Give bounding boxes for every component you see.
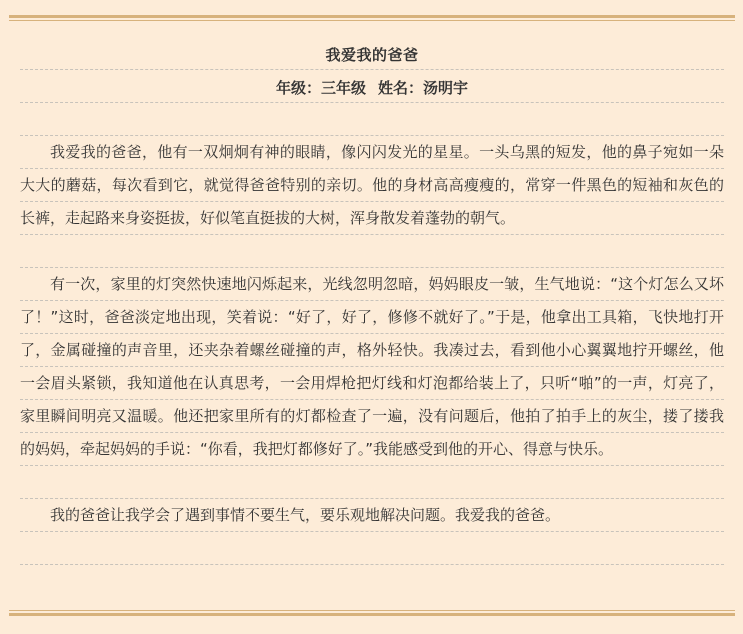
top-border-thin (9, 20, 735, 21)
paragraph-text: 我爱我的爸爸，他有一双炯炯有神的眼睛，像闪闪发光的星星。一头乌黑的短发，他的鼻子宛如一朵大大的蘑菇，每次看到它，就觉得爸爸特别的亲切。他的身材高高瘦瘦的，常穿一件黑色的短袖和灰色的长裤，走起路来身姿挺拔，好似笔直挺拔的大树，浑身散发着蓬勃的朝气。 (20, 143, 724, 227)
top-border-thick (9, 15, 735, 18)
author-info (20, 70, 724, 106)
blank-line (20, 532, 724, 565)
essay-title: 我爱我的爸爸 (325, 46, 419, 64)
blank-line (20, 466, 724, 499)
title-row (20, 37, 724, 70)
essay-paper (20, 37, 724, 565)
bottom-border-thick (9, 613, 735, 616)
paragraph-3 (20, 499, 724, 532)
grade-label: 年级：三年级 (275, 79, 366, 97)
paragraph-1 (20, 136, 724, 235)
paragraph-text: 有一次，家里的灯突然快速地闪烁起来，光线忽明忽暗，妈妈眼皮一皱，生气地说：“这个灯怎么又坏了！”这时，爸爸淡定地出现，笑着说：“好了，好了，修修不就好了。”于是，他拿出工具箱，飞快地打开了，金属碰撞的声音里，还夹杂着螺丝碰撞的声，格外轻快。我凑过去，看到他小心翼翼地拧开螺丝，他一会眉头紧锁，我知道他在认真思考，一会用焊枪把灯线和灯泡都给装上了，只听“啪”的一声，灯亮了，家里瞬间明亮又温暖。他还把家里所有的灯都检查了一遍，没有问题后，他拍了拍手上的灰尘，搂了搂我的妈妈，牵起妈妈的手说：“你看，我把灯都修好了。”我能感受到他的开心、得意与快乐。 (20, 275, 724, 458)
paragraph-text: 我的爸爸让我学会了遇到事情不要生气，要乐观地解决问题。我爱我的爸爸。 (50, 506, 561, 524)
info-row (20, 70, 724, 103)
name-label: 姓名：汤明宇 (378, 79, 469, 97)
blank-line (20, 235, 724, 268)
blank-line (20, 103, 724, 136)
top-border (9, 15, 735, 21)
bottom-border-thin (9, 610, 735, 611)
bottom-border (9, 610, 735, 616)
paragraph-2 (20, 268, 724, 466)
